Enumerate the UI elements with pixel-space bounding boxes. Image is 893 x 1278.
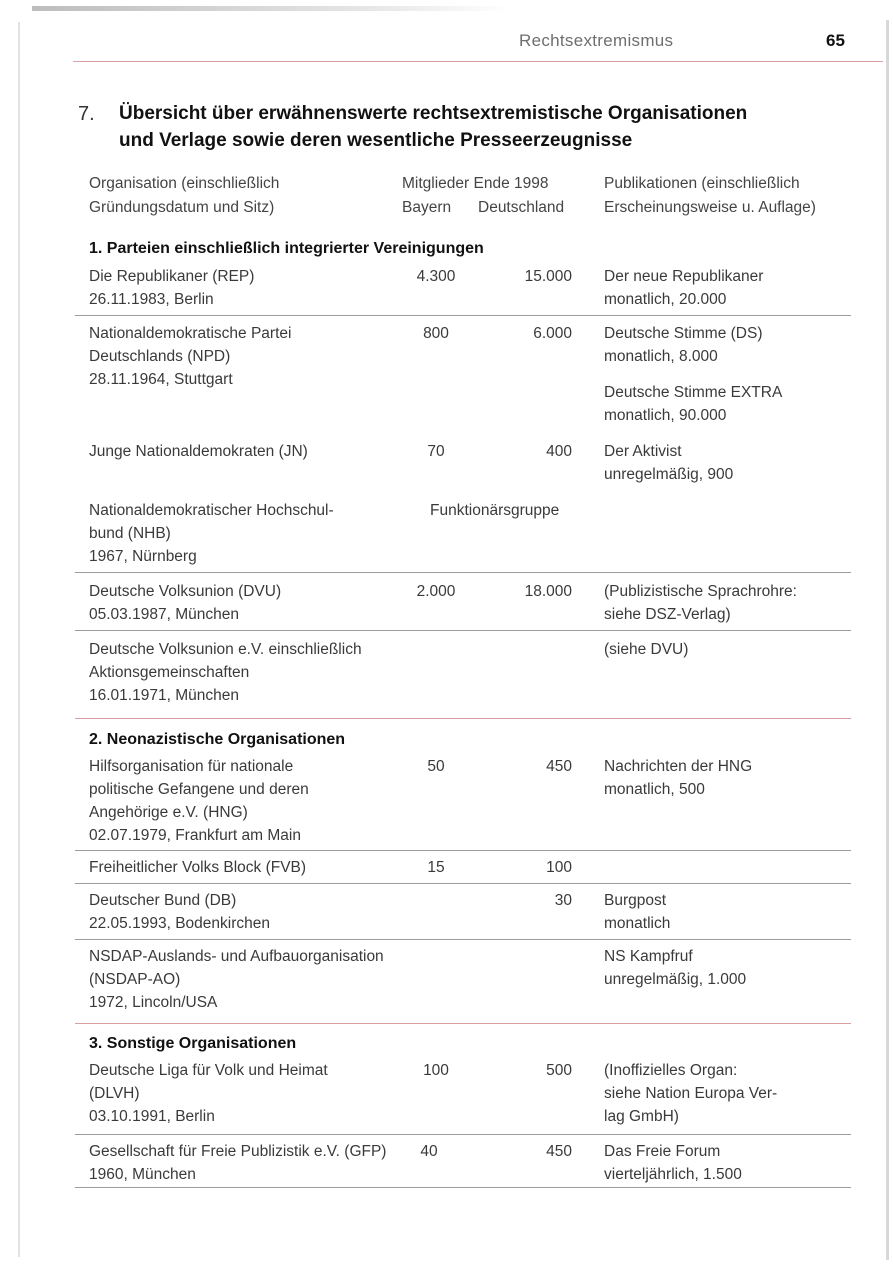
- publication-title: Das Freie Forum: [604, 1143, 721, 1160]
- org-name: Deutsche Liga für Volk und Heimat: [89, 1062, 328, 1079]
- section-number: 7.: [78, 103, 95, 125]
- members-bayern: 50: [427, 758, 445, 775]
- column-header-line: Publikationen (einschließlich: [604, 175, 800, 192]
- publication-details: lag GmbH): [604, 1108, 679, 1125]
- publication-title: Deutsche Stimme EXTRA: [604, 384, 783, 401]
- org-name: Deutsche Volksunion (DVU): [89, 583, 282, 600]
- members-bayern: 70: [427, 443, 445, 460]
- row-divider: [75, 1187, 851, 1188]
- running-header: Rechtsextremismus: [519, 31, 674, 50]
- org-name: Gesellschaft für Freie Publizistik e.V. (GFP): [89, 1143, 387, 1160]
- members-deutschland: 500: [546, 1062, 572, 1079]
- row-divider: [75, 939, 851, 940]
- members-bayern: 2.000: [416, 583, 456, 600]
- publication-details: monatlich: [604, 915, 671, 932]
- org-name: Angehörige e.V. (HNG): [89, 804, 248, 821]
- section-title-line: Übersicht über erwähnenswerte rechtsextremistische Organisationen: [119, 103, 748, 124]
- publication-details: monatlich, 90.000: [604, 407, 727, 424]
- header-rule: [73, 61, 883, 62]
- members-bayern: 800: [423, 325, 449, 342]
- publication-details: monatlich, 20.000: [604, 291, 727, 308]
- org-name: Hilfsorganisation für nationale: [89, 758, 294, 775]
- publication-details: siehe DSZ-Verlag): [604, 606, 731, 623]
- column-header-members: Mitglieder Ende 1998: [402, 175, 549, 192]
- members-deutschland: 100: [546, 859, 572, 876]
- row-divider: [75, 572, 851, 573]
- row-divider: [75, 1134, 851, 1135]
- column-header-line: Erscheinungsweise u. Auflage): [604, 199, 816, 216]
- category-title: 3. Sonstige Organisationen: [89, 1035, 297, 1052]
- org-founding: 28.11.1964, Stuttgart: [89, 371, 233, 388]
- org-name: (NSDAP-AO): [89, 971, 181, 988]
- members-deutschland: 450: [546, 758, 572, 775]
- publication-details: vierteljährlich, 1.500: [604, 1166, 742, 1183]
- org-name: politische Gefangene und deren: [89, 781, 309, 798]
- publication-details: monatlich, 500: [604, 781, 705, 798]
- org-founding: 16.01.1971, München: [89, 687, 239, 704]
- column-header-bayern: Bayern: [402, 199, 452, 216]
- column-header-deutschland: Deutschland: [478, 199, 565, 216]
- scan-shadow: [32, 6, 512, 11]
- member-note: Funktionärsgruppe: [430, 502, 560, 519]
- org-name: Nationaldemokratische Partei: [89, 325, 292, 342]
- column-header-publikationen: [604, 172, 816, 220]
- publication-title: Nachrichten der HNG: [604, 758, 753, 775]
- org-name: (DLVH): [89, 1085, 140, 1102]
- publication-details: unregelmäßig, 1.000: [604, 971, 747, 988]
- org-founding: 26.11.1983, Berlin: [89, 291, 214, 308]
- org-name: Deutscher Bund (DB): [89, 892, 237, 909]
- row-divider: [75, 315, 851, 316]
- org-name: NSDAP-Auslands- und Aufbauorganisation: [89, 948, 384, 965]
- org-founding: 1960, München: [89, 1166, 196, 1183]
- org-name: bund (NHB): [89, 525, 171, 542]
- row-divider: [75, 883, 851, 884]
- page-right-edge: [886, 20, 889, 1260]
- members-deutschland: 400: [546, 443, 572, 460]
- publication-details: monatlich, 8.000: [604, 348, 718, 365]
- members-bayern: 100: [423, 1062, 449, 1079]
- org-name: Deutschlands (NPD): [89, 348, 231, 365]
- members-bayern: 15: [427, 859, 445, 876]
- category-divider: [75, 1023, 851, 1024]
- members-deutschland: 30: [554, 892, 572, 909]
- column-header-line: Gründungsdatum und Sitz): [89, 199, 275, 216]
- org-name: Deutsche Volksunion e.V. einschließlich: [89, 641, 362, 658]
- section-title-line: und Verlage sowie deren wesentliche Presseerzeugnisse: [119, 130, 633, 151]
- org-name: Die Republikaner (REP): [89, 268, 255, 285]
- publication-title: (siehe DVU): [604, 641, 689, 658]
- org-founding: 1972, Lincoln/USA: [89, 994, 218, 1011]
- column-header-line: Organisation (einschließlich: [89, 175, 280, 192]
- category-title: 1. Parteien einschließlich integrierter Vereinigungen: [89, 240, 484, 257]
- row-divider: [75, 850, 851, 851]
- members-deutschland: 450: [546, 1143, 572, 1160]
- publication-title: Burgpost: [604, 892, 667, 909]
- members-deutschland: 18.000: [524, 583, 572, 600]
- org-founding: 03.10.1991, Berlin: [89, 1108, 215, 1125]
- publication-details: siehe Nation Europa Ver-: [604, 1085, 778, 1102]
- publication-title: (Inoffizielles Organ:: [604, 1062, 738, 1079]
- publication-title: Der Aktivist: [604, 443, 682, 460]
- page-number: 65: [826, 31, 845, 50]
- members-bayern: 4.300: [416, 268, 456, 285]
- org-founding: 22.05.1993, Bodenkirchen: [89, 915, 270, 932]
- page-left-edge: [18, 22, 20, 1257]
- row-divider: [75, 630, 851, 631]
- members-deutschland: 6.000: [533, 325, 572, 342]
- members-bayern: 40: [420, 1143, 438, 1160]
- category-title: 2. Neonazistische Organisationen: [89, 731, 346, 748]
- org-founding: 1967, Nürnberg: [89, 548, 197, 565]
- org-name: Freiheitlicher Volks Block (FVB): [89, 859, 307, 876]
- column-header-organisation: [89, 172, 279, 220]
- members-deutschland: 15.000: [524, 268, 572, 285]
- category-divider: [75, 718, 851, 719]
- publication-title: Der neue Republikaner: [604, 268, 764, 285]
- org-name: Nationaldemokratischer Hochschul-: [89, 502, 334, 519]
- publication-title: (Publizistische Sprachrohre:: [604, 583, 797, 600]
- org-founding: 05.03.1987, München: [89, 606, 239, 623]
- org-founding: 02.07.1979, Frankfurt am Main: [89, 827, 301, 844]
- section-title: [119, 100, 839, 154]
- org-name: Aktionsgemeinschaften: [89, 664, 250, 681]
- publication-title: NS Kampfruf: [604, 948, 693, 965]
- org-name: Junge Nationaldemokraten (JN): [89, 443, 308, 460]
- publication-details: unregelmäßig, 900: [604, 466, 734, 483]
- publication-title: Deutsche Stimme (DS): [604, 325, 763, 342]
